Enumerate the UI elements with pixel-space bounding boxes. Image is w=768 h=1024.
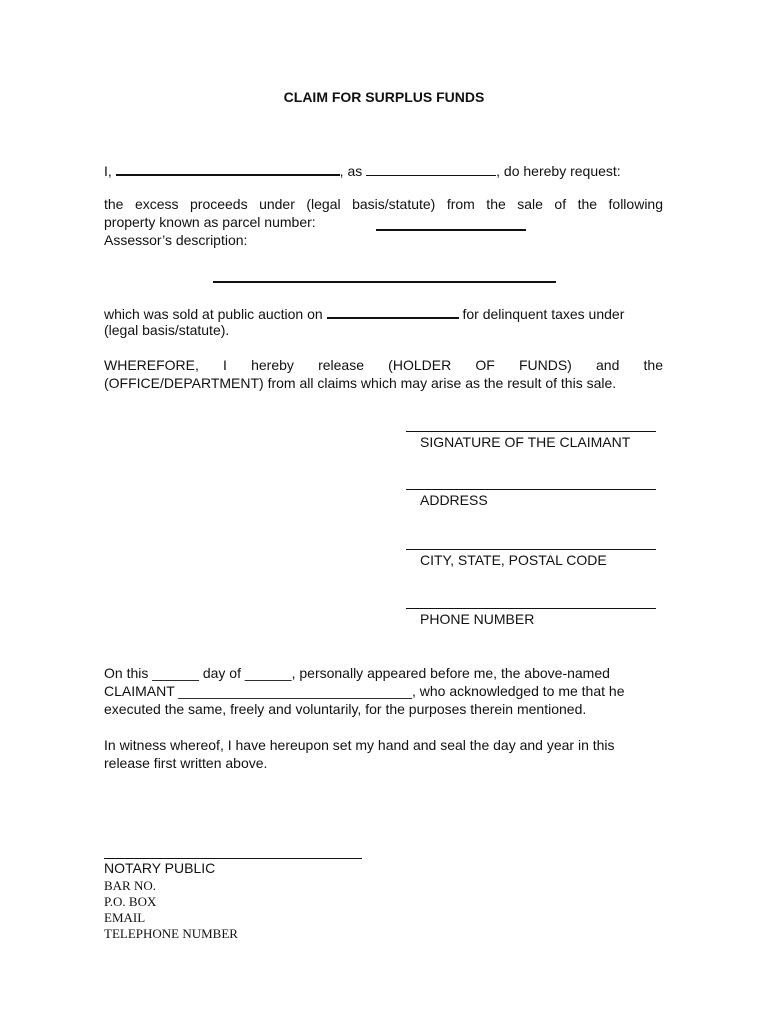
request-prefix: I, (104, 163, 112, 179)
assessor-description-blank[interactable] (213, 281, 556, 283)
signature-field-city[interactable] (406, 549, 656, 568)
auction-prefix: which was sold at public auction on (104, 306, 323, 322)
ack-line-1: On this ______ day of ______, personally appeared before me, the above-named (104, 665, 610, 681)
request-suffix: , do hereby request: (496, 163, 621, 179)
document-title: CLAIM FOR SURPLUS FUNDS (283, 89, 485, 105)
notary-title: NOTARY PUBLIC (104, 860, 216, 876)
auction-line-2: (legal basis/statute). (104, 322, 230, 338)
notary-signature-rule[interactable] (104, 858, 362, 859)
witness-line-1: In witness whereof, I have hereupon set my hand and seal the day and year in this (104, 737, 615, 753)
assessor-label: Assessor’s description: (104, 232, 248, 248)
auction-date-blank[interactable] (327, 303, 459, 319)
notary-bar-no: BAR NO. (104, 878, 157, 893)
ack-line-3: executed the same, freely and voluntarily, for the purposes therein mentioned. (104, 701, 587, 717)
claimant-name-blank[interactable] (116, 160, 340, 176)
request-line (104, 160, 664, 179)
signature-field-claimant[interactable] (406, 431, 656, 450)
auction-suffix: for delinquent taxes under (462, 306, 625, 322)
signature-label: SIGNATURE OF THE CLAIMANT (420, 434, 631, 450)
address-label: ADDRESS (420, 492, 488, 508)
request-mid: , as (339, 163, 363, 179)
proceeds-line-2: property known as parcel number: (104, 214, 316, 230)
signature-field-phone[interactable] (406, 608, 656, 627)
notary-telephone: TELEPHONE NUMBER (104, 926, 238, 941)
claimant-capacity-blank[interactable] (366, 161, 496, 176)
notary-details (104, 878, 238, 942)
auction-line-1 (104, 303, 663, 323)
signature-field-address[interactable] (406, 489, 656, 508)
notary-email: EMAIL (104, 910, 146, 925)
wherefore-line-1: WHEREFORE, I hereby release (HOLDER OF FUNDS) and the (104, 357, 663, 373)
city-label: CITY, STATE, POSTAL CODE (420, 552, 607, 568)
phone-label: PHONE NUMBER (420, 611, 535, 627)
ack-line-2: CLAIMANT ______________________________, who acknowledged to me that he (104, 683, 625, 699)
notary-po-box: P.O. BOX (104, 894, 157, 909)
wherefore-line-2: (OFFICE/DEPARTMENT) from all claims which may arise as the result of this sale. (104, 375, 617, 391)
proceeds-line-1: the excess proceeds under (legal basis/statute) from the sale of the following (104, 196, 663, 212)
witness-line-2: release first written above. (104, 755, 268, 771)
